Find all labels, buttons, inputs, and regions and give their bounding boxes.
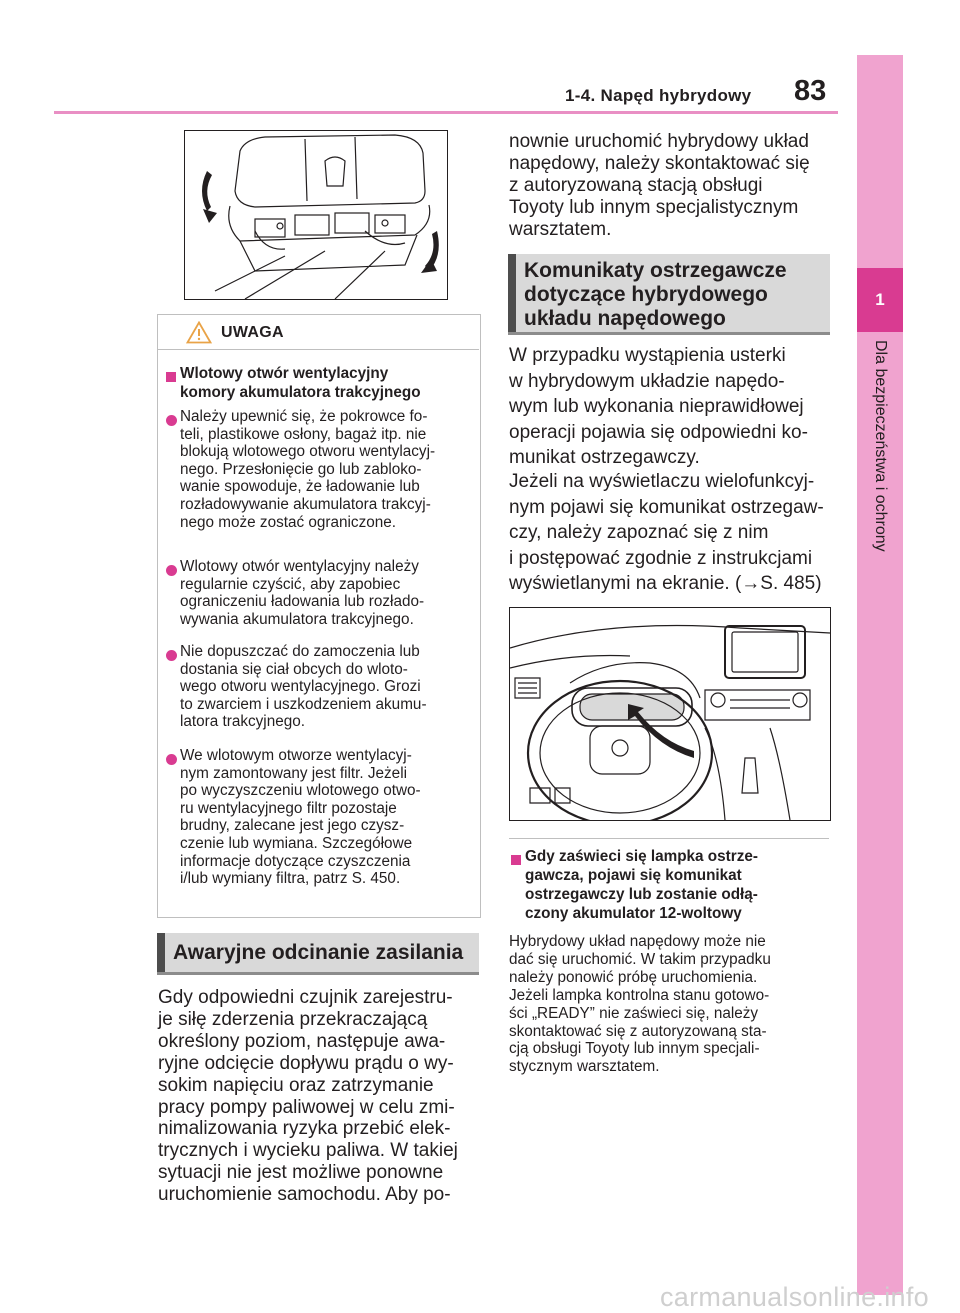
dashboard-drawing (510, 608, 830, 820)
warning-item-2 (180, 558, 424, 628)
text-line: operacji pojawia się odpowiedni ko- (509, 421, 808, 443)
subheading-line: czony akumulator 12-woltowy (525, 905, 742, 922)
text-line: napędowy, należy skontaktować się (509, 152, 810, 174)
bullet-dot-icon (166, 563, 177, 581)
text-line: sytuacji nie jest możliwe ponowne (158, 1162, 444, 1184)
text-line: brudny, zalecane jest jego czysz- (180, 817, 405, 835)
heading-bar (157, 933, 165, 972)
small-paragraph (509, 933, 771, 1076)
subheading-square-icon (511, 852, 521, 870)
text-line: cją obsługi Toyoty lub innym specjali- (509, 1040, 760, 1058)
warning-item-3 (180, 643, 427, 731)
text-line: ści „READY” nie zaświeci się, należy (509, 1004, 759, 1022)
text-line: Należy upewnić się, że pokrowce fo- (180, 408, 428, 425)
messages-paragraph-1 (509, 343, 808, 471)
text-line: dać się uruchomić. W takim przypadku (509, 950, 771, 968)
emergency-heading: Awaryjne odcinanie zasilania (173, 941, 464, 964)
emergency-paragraph (158, 987, 458, 1206)
heading-line: układu napędowego (524, 307, 726, 330)
warning-subtitle-line: Wlotowy otwór wentylacyjny (180, 365, 389, 382)
text-line: nym pojawi się komunikat ostrzegaw- (509, 496, 824, 518)
heading-line: dotyczące hybrydowego (524, 283, 768, 306)
text-line: wywania akumulatora trakcyjnego. (180, 610, 414, 628)
emergency-heading-box (157, 933, 479, 975)
text-line: w hybrydowym układzie napędo- (509, 370, 785, 392)
warning-triangle-icon (186, 321, 212, 349)
text-line: munikat ostrzegawczy. (509, 447, 700, 468)
chapter-title: Dla bezpieczeństwa i ochrony (872, 340, 889, 552)
bullet-dot-icon (166, 752, 177, 770)
text-line: rozładowywanie akumulatora trakcyj- (180, 495, 431, 513)
text-line: uruchomienie samochodu. Aby po- (158, 1184, 451, 1206)
text-line: We wlotowym otworze wentylacyj- (180, 747, 412, 764)
text-line: nego może zostać ograniczone. (180, 513, 396, 531)
text-line: informacje dotyczące czyszczenia (180, 852, 411, 870)
text-line: sokim napięciu oraz zatrzymanie (158, 1074, 434, 1096)
text-line: nego. Przesłonięcie go lub zabloko- (180, 460, 422, 478)
heading-line: Komunikaty ostrzegawcze (524, 259, 787, 282)
text-line: trycznych i wycieku paliwa. W takiej (158, 1140, 458, 1162)
text-line: nym zamontowany jest filtr. Jeżeli (180, 764, 407, 782)
messages-paragraph-2 (509, 469, 824, 597)
text-line: po wyczyszczeniu wlotowego otwo- (180, 782, 421, 800)
text-line: blokują wlotowego otworu wentylacyj- (180, 443, 436, 461)
text-line: skontaktować się z autoryzowaną sta- (509, 1022, 767, 1040)
heading-bar (508, 254, 516, 332)
text-line: dostania się ciał obcych do wloto- (180, 660, 408, 678)
page-number: 83 (794, 75, 827, 107)
text-line: latora trakcyjnego. (180, 713, 305, 731)
text-line: nimalizowania ryzyka przebić elek- (158, 1118, 451, 1140)
text-line: czenie lub wymiana. Szczegółowe (180, 834, 413, 852)
text-line: je siłę zderzenia przekraczającą (158, 1008, 428, 1030)
continuation-paragraph (509, 131, 810, 241)
dashboard-illustration (509, 607, 831, 821)
text-line: ru wentylacyjnego filtr pozostaje (180, 799, 397, 817)
subheading-line: gawcza, pojawi się komunikat (525, 867, 742, 884)
bullet-dot-icon (166, 413, 177, 431)
rear-seat-illustration (184, 130, 448, 300)
text-line: nownie uruchomić hybrydowy układ (509, 131, 809, 152)
text-line: wego otworu wentylacyjnego. Grozi (180, 678, 421, 696)
text-line: wyświetlanymi na ekranie. (→S. 485) (509, 573, 822, 594)
text-line: Nie dopuszczać do zamoczenia lub (180, 643, 420, 660)
text-line: Jeżeli na wyświetlaczu wielofunkcyj- (509, 471, 815, 492)
warning-subtitle (180, 364, 421, 402)
text-line: ograniczeniu ładowania lub rozłado- (180, 593, 425, 611)
warning-subtitle-square-icon (166, 369, 176, 387)
subheading-line: ostrzegawczy lub zostanie odłą- (525, 886, 758, 903)
section-title: 1-4. Napęd hybrydowy (565, 86, 752, 105)
text-line: i postępować zgodnie z instrukcjami (509, 547, 813, 569)
text-line: ryjne odcięcie dopływu prądu o wy- (158, 1052, 454, 1074)
text-line: Gdy odpowiedni czujnik zarejestru- (158, 987, 453, 1008)
warning-title: UWAGA (221, 324, 284, 341)
text-line: wym lub wykonania nieprawidłowej (509, 396, 804, 417)
warning-header-divider (157, 349, 479, 350)
warning-item-1 (180, 408, 435, 531)
text-line: teli, plastikowe osłony, bagaż itp. nie (180, 425, 427, 443)
divider (509, 838, 829, 839)
text-line: warsztatem. (509, 218, 612, 240)
watermark: carmanualsonline.info (660, 1282, 929, 1312)
text-line: Hybrydowy układ napędowy może nie (509, 933, 766, 950)
text-line: należy ponowić próbę uruchomienia. (509, 968, 758, 986)
text-line: z autoryzowaną stacją obsługi (509, 174, 763, 196)
text-line: regularnie czyścić, aby zapobiec (180, 575, 401, 593)
text-line: Jeżeli lampka kontrolna stanu gotowo- (509, 986, 770, 1004)
chapter-number: 1 (875, 290, 885, 309)
rear-seat-drawing (185, 131, 447, 299)
bullet-dot-icon (166, 648, 177, 666)
text-line: W przypadku wystąpienia usterki (509, 345, 786, 366)
subheading (525, 847, 758, 923)
warning-messages-heading (524, 259, 787, 331)
chapter-side-tab (857, 55, 903, 1295)
warning-messages-heading-box (508, 254, 830, 335)
text-line: Toyoty lub innym specjalistycznym (509, 196, 799, 218)
text-line: wanie spowoduje, że ładowanie lub (180, 478, 420, 496)
text-line: Wlotowy otwór wentylacyjny należy (180, 558, 419, 575)
text-line: pracy pompy paliwowej w celu zmi- (158, 1096, 455, 1118)
text-line: określony poziom, następuje awa- (158, 1030, 446, 1052)
warning-item-4 (180, 747, 421, 888)
text-line: i/lub wymiany filtra, patrz S. 450. (180, 870, 401, 888)
header-rule (54, 111, 838, 114)
text-line: to zwarciem i uszkodzeniem akumu- (180, 695, 427, 713)
warning-subtitle-line: komory akumulatora trakcyjnego (180, 384, 421, 401)
text-line: stycznym warsztatem. (509, 1058, 660, 1076)
subheading-line: Gdy zaświeci się lampka ostrze- (525, 848, 758, 865)
text-line: czy, należy zapoznać się z nim (509, 522, 769, 543)
